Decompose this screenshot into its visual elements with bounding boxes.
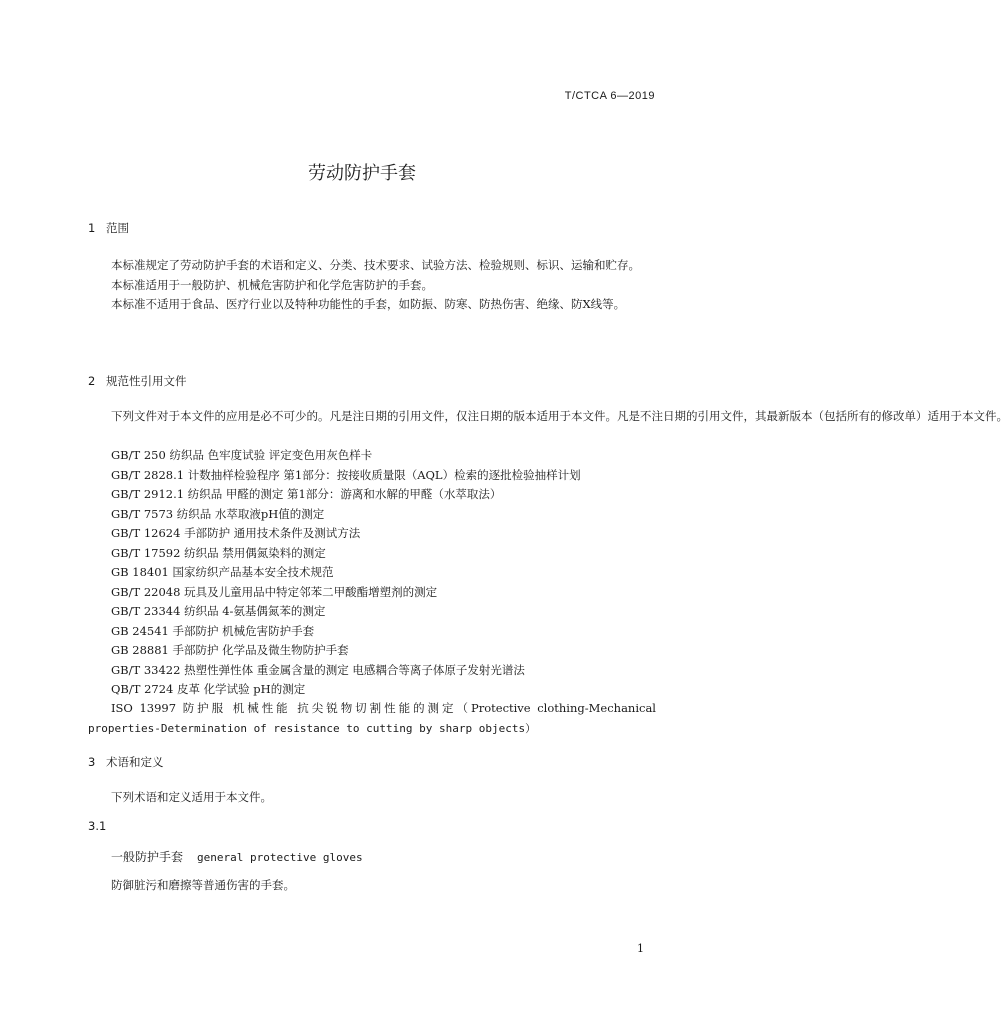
page-title: 劳动防护手套 (308, 163, 416, 184)
paragraph: 本标准规定了劳动防护手套的术语和定义、分类、技术要求、试验方法、检验规则、标识、运输和贮存。 (111, 258, 640, 272)
reference-item: GB/T 23344 纺织品 4-氨基偶氮苯的测定 (111, 604, 326, 618)
reference-item: GB 24541 手部防护 机械危害防护手套 (111, 623, 315, 638)
reference-item: GB 28881 手部防护 化学品及微生物防护手套 (111, 643, 349, 657)
standard-code: T/CTCA 6—2019 (564, 90, 655, 102)
reference-item: GB/T 33422 热塑性弹性体 重金属含量的测定 电感耦合等离子体原子发射光谱法 (111, 662, 525, 677)
reference-list (111, 446, 581, 700)
reference-line: ISO 13997 防护服 机械性能 抗尖锐物切割性能的测定（Protective clothing-Mechanical (111, 701, 656, 715)
section-number: 1 (88, 221, 96, 235)
page-number: 1 (637, 942, 644, 955)
reference-item-iso (88, 699, 656, 738)
section-number: 2 (88, 374, 96, 388)
reference-line: properties-Determination of resistance to cutting by sharp objects） (88, 721, 537, 735)
reference-item: GB/T 250 纺织品 色牢度试验 评定变色用灰色样卡 (111, 448, 373, 462)
paragraph: 下列术语和定义适用于本文件。 (111, 790, 272, 804)
reference-item: GB/T 7573 纺织品 水萃取液pH值的测定 (111, 506, 325, 521)
section-1-body (88, 256, 656, 315)
reference-item: GB/T 2912.1 纺织品 甲醛的测定 第1部分：游离和水解的甲醛（水萃取法） (111, 487, 502, 501)
paragraph: 本标准不适用于食品、医疗行业以及特种功能性的手套，如防振、防寒、防热伤害、绝缘、防X线等。 (111, 297, 626, 311)
section-3-heading (88, 754, 164, 770)
subsection-number: 3.1 (88, 819, 107, 833)
section-title: 规范性引用文件 (106, 374, 187, 388)
section-number: 3 (88, 755, 96, 769)
term-entry (111, 848, 363, 865)
reference-item: GB 18401 国家纺织产品基本安全技术规范 (111, 565, 334, 579)
reference-item: GB/T 12624 手部防护 通用技术条件及测试方法 (111, 526, 361, 540)
reference-item: GB/T 17592 纺织品 禁用偶氮染料的测定 (111, 545, 326, 560)
section-title: 范围 (106, 221, 129, 235)
term-english: general protective gloves (197, 851, 363, 864)
section-1-heading (88, 220, 129, 236)
term-definition: 防御脏污和磨擦等普通伤害的手套。 (111, 878, 295, 892)
reference-item: GB/T 22048 玩具及儿童用品中特定邻苯二甲酸酯增塑剂的测定 (111, 584, 438, 599)
section-title: 术语和定义 (106, 755, 164, 769)
term-chinese: 一般防护手套 (111, 850, 184, 864)
paragraph: 下列文件对于本文件的应用是必不可少的。凡是注日期的引用文件，仅注日期的版本适用于本文件。凡是不注日期的引用文件，其最新版本（包括所有的修改单）适用于本文件。 (111, 409, 1008, 423)
section-3-intro (88, 788, 656, 808)
paragraph: 本标准适用于一般防护、机械危害防护和化学危害防护的手套。 (111, 277, 433, 292)
section-2-intro (88, 407, 1008, 427)
section-2-heading (88, 373, 187, 389)
reference-item: GB/T 2828.1 计数抽样检验程序 第1部分：按接收质量限（AQL）检索的逐批检验抽样计划 (111, 467, 581, 482)
reference-item: QB/T 2724 皮革 化学试验 pH的测定 (111, 682, 306, 696)
